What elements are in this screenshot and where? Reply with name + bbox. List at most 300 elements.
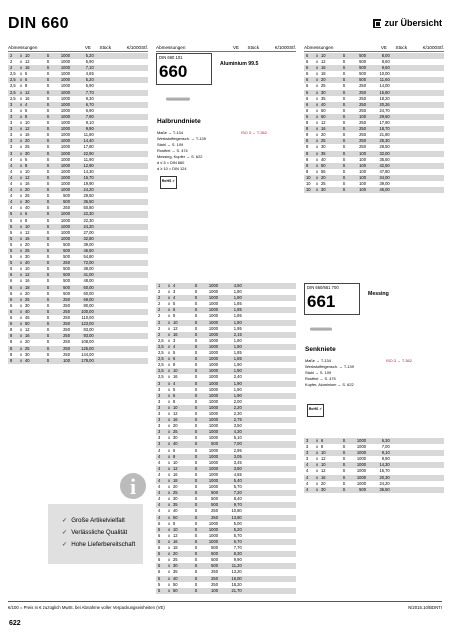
- table-cell: x: [19, 254, 23, 260]
- table-cell: 1000: [208, 471, 218, 477]
- table-cell: S: [342, 101, 346, 107]
- table-cell: 7,70: [233, 545, 244, 551]
- table-cell: S: [194, 557, 198, 563]
- table-cell: 10: [25, 223, 30, 229]
- table-cell: 1000: [60, 168, 70, 174]
- table-cell: x: [315, 450, 319, 456]
- product-din-number: 660: [159, 62, 188, 81]
- table-cell: S: [194, 551, 198, 557]
- table-cell: S: [46, 126, 50, 132]
- table-cell: 100: [359, 174, 366, 180]
- table-cell: x: [19, 248, 23, 253]
- table-cell: S: [194, 337, 198, 343]
- table-cell: 12: [321, 120, 326, 126]
- table-cell: 25: [321, 83, 326, 89]
- table-cell: 10: [25, 120, 30, 126]
- table-cell: 1000: [208, 392, 218, 398]
- table-cell: S: [342, 162, 346, 168]
- table-cell: x: [167, 337, 171, 343]
- table-cell: 100: [359, 156, 366, 162]
- table-cell: 25,30: [379, 138, 392, 144]
- table-cell: 500: [63, 254, 70, 260]
- table-cell: 16: [25, 235, 30, 241]
- table-cell: S: [46, 278, 50, 284]
- table-cell: S: [194, 484, 198, 490]
- spec-item: d ≥ 10 = DIN 124: [157, 166, 187, 171]
- table-cell: 6: [173, 307, 176, 313]
- table-cell: 3: [10, 120, 13, 126]
- table-cell: 1000: [208, 301, 218, 307]
- table-cell: S: [46, 193, 50, 199]
- table-cell: S: [194, 417, 198, 423]
- table-cell: 69,00: [83, 296, 96, 302]
- table-cell: 5,20: [85, 53, 96, 58]
- table-cell: x: [315, 101, 319, 107]
- table-cell: 40: [321, 101, 326, 107]
- table-cell: 40: [173, 575, 178, 581]
- table-cell: x: [19, 211, 23, 217]
- table-cell: x: [19, 278, 23, 284]
- table-cell: 10: [25, 168, 30, 174]
- spec-item: Werkstoffeigensch. → T-139: [305, 364, 354, 369]
- table-cell: S: [194, 356, 198, 362]
- table-cell: S: [46, 162, 50, 168]
- table-cell: S: [46, 180, 50, 186]
- table-cell: 30: [25, 150, 30, 156]
- table-cell: 35,50: [379, 156, 392, 162]
- table-cell: x: [167, 465, 171, 471]
- table-cell: x: [315, 65, 319, 71]
- table-cell: x: [315, 120, 319, 126]
- section-title: Halbrundniete: [157, 118, 201, 125]
- table-cell: 1,80: [233, 319, 244, 325]
- table-cell: S: [342, 71, 346, 77]
- table-cell: 5: [158, 538, 161, 544]
- table-cell: 250: [359, 83, 366, 89]
- table-cell: 3: [306, 438, 309, 443]
- table-cell: 4: [306, 474, 309, 480]
- table-cell: 16: [321, 126, 326, 132]
- price-table-2: [156, 283, 296, 594]
- table-cell: 8: [321, 444, 324, 450]
- table-cell: 4: [306, 462, 309, 468]
- overview-link[interactable]: [373, 18, 442, 28]
- table-cell: x: [315, 438, 319, 443]
- table-cell: 5: [10, 254, 13, 260]
- feature-label: Verlässliche Qualität: [71, 529, 128, 536]
- feature-list: [62, 515, 135, 551]
- table-cell: 16: [25, 132, 30, 138]
- table-cell: x: [19, 290, 23, 296]
- table-cell: 4: [173, 343, 176, 349]
- table-cell: 1000: [60, 180, 70, 186]
- table-cell: 1000: [208, 447, 218, 453]
- table-cell: 30: [173, 435, 178, 441]
- table-cell: x: [19, 65, 23, 71]
- rivet-image: [166, 97, 190, 101]
- table-cell: 4: [306, 480, 309, 486]
- table-cell: 250: [211, 508, 218, 514]
- table-cell: 4,65: [85, 71, 96, 77]
- table-cell: 500: [359, 65, 366, 71]
- table-cell: 100: [359, 187, 366, 193]
- table-cell: 3: [158, 392, 161, 398]
- table-cell: 2: [158, 313, 161, 319]
- table-cell: 5: [173, 386, 176, 392]
- table-cell: 100: [359, 150, 366, 156]
- table-cell: x: [315, 486, 319, 492]
- table-cell: 11,80: [83, 132, 96, 138]
- table-cell: x: [167, 307, 171, 313]
- table-cell: 24,20: [83, 223, 96, 229]
- table-cell: S: [194, 508, 198, 514]
- table-cell: x: [167, 508, 171, 514]
- table-cell: 1,90: [233, 386, 244, 392]
- table-row: [8, 358, 148, 364]
- table-cell: S: [46, 290, 50, 296]
- table-cell: 1000: [208, 368, 218, 374]
- page-number: 622: [9, 620, 21, 627]
- table-row: [304, 487, 444, 493]
- table-cell: S: [342, 474, 346, 480]
- table-cell: S: [194, 587, 198, 593]
- table-cell: 2,5: [10, 77, 16, 83]
- table-cell: 1,95: [233, 325, 244, 331]
- table-cell: S: [194, 313, 198, 319]
- table-cell: 500: [63, 193, 70, 199]
- rivet-image: [310, 327, 332, 331]
- table-cell: x: [315, 187, 319, 193]
- table-cell: S: [46, 120, 50, 126]
- table-cell: 4: [10, 168, 13, 174]
- table-cell: x: [19, 351, 23, 357]
- table-cell: 16: [173, 538, 178, 544]
- table-cell: 100: [359, 113, 366, 119]
- table-cell: 500: [359, 486, 366, 492]
- table-cell: S: [46, 229, 50, 235]
- table-cell: S: [46, 77, 50, 83]
- table-cell: 8,40: [233, 496, 244, 502]
- table-cell: S: [46, 156, 50, 162]
- table-cell: 2,95: [233, 447, 244, 453]
- table-cell: 10: [321, 53, 326, 58]
- table-cell: 80,00: [83, 302, 96, 308]
- table-cell: 1000: [60, 107, 70, 113]
- table-cell: 5,40: [233, 478, 244, 483]
- table-cell: S: [194, 526, 198, 532]
- table-cell: 4: [10, 162, 13, 168]
- table-cell: 35: [173, 502, 178, 508]
- table-cell: x: [19, 144, 23, 150]
- header-ve: VE: [84, 45, 91, 50]
- check-icon: ✓: [62, 529, 68, 536]
- table-cell: 8: [306, 156, 309, 162]
- table-cell: 60: [321, 113, 326, 119]
- table-cell: 1000: [60, 120, 70, 126]
- table-cell: 1000: [208, 325, 218, 331]
- table-cell: x: [19, 83, 23, 89]
- table-row: [304, 187, 444, 193]
- table-cell: 6,70: [85, 101, 96, 107]
- table-cell: 12: [173, 465, 178, 471]
- table-cell: 250: [63, 321, 70, 327]
- table-cell: S: [46, 168, 50, 174]
- table-cell: x: [19, 315, 23, 321]
- table-cell: 500: [211, 557, 218, 563]
- table-cell: 4: [158, 514, 161, 520]
- overview-label: zur Übersicht: [384, 18, 442, 28]
- table-cell: S: [46, 248, 50, 253]
- table-cell: 3: [158, 417, 161, 423]
- table-cell: 1000: [60, 132, 70, 138]
- table-cell: S: [342, 126, 346, 132]
- table-cell: 4: [158, 508, 161, 514]
- table-cell: 6: [10, 308, 13, 314]
- table-cell: 4,65: [233, 471, 244, 477]
- table-cell: x: [167, 514, 171, 520]
- table-cell: x: [167, 404, 171, 410]
- table-cell: x: [19, 162, 23, 168]
- table-cell: 9,10: [85, 120, 96, 126]
- table-cell: S: [194, 331, 198, 337]
- table-cell: 60,00: [83, 290, 96, 296]
- table-cell: S: [46, 217, 50, 223]
- section-title: Senkniete: [305, 346, 336, 353]
- table-cell: x: [315, 480, 319, 486]
- table-cell: 1000: [60, 217, 70, 223]
- table-cell: 1000: [60, 126, 70, 132]
- table-cell: 500: [211, 545, 218, 551]
- table-cell: x: [19, 241, 23, 247]
- table-cell: x: [315, 468, 319, 474]
- table-cell: 3: [173, 337, 176, 343]
- table-cell: x: [315, 162, 319, 168]
- table-cell: 16: [321, 474, 326, 480]
- table-cell: 18,20: [379, 95, 392, 101]
- table-cell: S: [194, 319, 198, 325]
- table-cell: x: [19, 138, 23, 144]
- table-cell: 6: [321, 438, 324, 443]
- table-cell: 250: [63, 339, 70, 345]
- table-cell: 12,90: [83, 162, 96, 168]
- table-cell: 8,60: [381, 59, 392, 65]
- table-cell: S: [46, 241, 50, 247]
- table-cell: x: [19, 150, 23, 156]
- table-cell: S: [194, 490, 198, 496]
- table-cell: 5,20: [85, 77, 96, 83]
- table-cell: x: [19, 235, 23, 241]
- table-cell: 100,00: [81, 308, 96, 314]
- table-cell: 30: [173, 563, 178, 569]
- table-cell: 14,00: [379, 83, 392, 89]
- table-cell: 144,00: [81, 351, 96, 357]
- table-cell: 5,20: [233, 526, 244, 532]
- table-cell: 500: [211, 563, 218, 569]
- table-cell: 24,20: [379, 480, 392, 486]
- table-cell: 4: [173, 380, 176, 386]
- table-cell: 12: [173, 532, 178, 538]
- table-cell: S: [46, 71, 50, 77]
- table-cell: 20: [25, 290, 30, 296]
- table-cell: x: [315, 462, 319, 468]
- table-cell: 5: [158, 551, 161, 557]
- table-cell: 38,00: [83, 266, 96, 272]
- table-cell: 10: [173, 319, 178, 325]
- table-cell: 8: [10, 357, 13, 363]
- table-cell: 5: [10, 248, 13, 253]
- table-cell: 100: [63, 357, 70, 363]
- table-cell: S: [342, 132, 346, 138]
- table-cell: 20: [25, 138, 30, 144]
- table-cell: 3: [10, 144, 13, 150]
- table-cell: 5: [10, 211, 13, 217]
- table-cell: 40: [25, 260, 30, 266]
- table-cell: 12: [25, 126, 30, 132]
- table-cell: 6: [306, 107, 309, 113]
- table-cell: x: [19, 120, 23, 126]
- table-cell: x: [19, 174, 23, 180]
- feature-item: [62, 539, 135, 551]
- table-cell: S: [46, 187, 50, 193]
- table-cell: 6,70: [233, 538, 244, 544]
- spec-item: Stahl → S. 109: [305, 370, 332, 375]
- table-cell: x: [167, 587, 171, 593]
- table-cell: 2: [10, 59, 13, 65]
- table-cell: 5: [10, 223, 13, 229]
- table-cell: 5,70: [233, 484, 244, 490]
- table-cell: 1000: [356, 450, 366, 456]
- header-dims: Abmessungen: [304, 45, 334, 50]
- table-cell: S: [342, 462, 346, 468]
- table-cell: S: [46, 284, 50, 290]
- table-cell: S: [194, 283, 198, 288]
- header-price: €/1000Stf.: [127, 45, 148, 50]
- spec-item: Messing, Kupfer → S. 622: [157, 154, 203, 159]
- table-cell: 12: [25, 272, 30, 278]
- table-cell: 123,00: [81, 321, 96, 327]
- table-cell: 3: [158, 380, 161, 386]
- table-cell: 4: [158, 453, 161, 459]
- table-cell: 2: [158, 307, 161, 313]
- table-cell: 500: [63, 290, 70, 296]
- table-cell: 1000: [60, 59, 70, 65]
- table-cell: 6: [10, 284, 13, 290]
- table-cell: 6: [306, 71, 309, 77]
- table-cell: x: [19, 302, 23, 308]
- table-cell: 18: [173, 545, 178, 551]
- spec-list: [157, 130, 206, 172]
- table-cell: 250: [63, 327, 70, 333]
- table-cell: 2,5: [10, 83, 16, 89]
- header-ve: VE: [380, 45, 387, 50]
- table-cell: 1,80: [233, 337, 244, 343]
- table-cell: x: [315, 474, 319, 480]
- table-cell: 4: [158, 484, 161, 490]
- table-cell: 30: [321, 89, 326, 95]
- table-cell: x: [167, 343, 171, 349]
- table-cell: 25: [321, 180, 326, 186]
- table-cell: 34,00: [379, 174, 392, 180]
- table-cell: 1000: [60, 83, 70, 89]
- table-cell: 500: [63, 248, 70, 253]
- table-cell: 1,90: [233, 362, 244, 368]
- table-cell: 11,90: [83, 156, 96, 162]
- table-cell: 12: [321, 456, 326, 462]
- table-cell: 2,5: [10, 89, 16, 95]
- table-cell: 4: [10, 180, 13, 186]
- table-cell: 8: [306, 132, 309, 138]
- table-cell: 8: [25, 113, 28, 119]
- table-cell: x: [167, 392, 171, 398]
- table-cell: 3,80: [233, 465, 244, 471]
- table-cell: 36,50: [83, 199, 96, 205]
- table-cell: 6: [10, 315, 13, 321]
- table-cell: 18,70: [379, 126, 392, 132]
- table-cell: S: [46, 174, 50, 180]
- table-cell: 20: [321, 77, 326, 83]
- table-cell: x: [315, 71, 319, 77]
- table-cell: S: [194, 538, 198, 544]
- table-cell: 3: [158, 386, 161, 392]
- table-cell: 250: [211, 514, 218, 520]
- table-cell: S: [46, 59, 50, 65]
- table-cell: S: [46, 138, 50, 144]
- table-cell: x: [167, 362, 171, 368]
- table-cell: 5: [158, 532, 161, 538]
- table-cell: 1,80: [233, 289, 244, 295]
- table-cell: x: [167, 301, 171, 307]
- table-cell: x: [315, 53, 319, 58]
- table-cell: 1000: [60, 211, 70, 217]
- table-cell: 1000: [356, 456, 366, 462]
- table-cell: 1,90: [233, 380, 244, 386]
- table-cell: 8: [25, 83, 28, 89]
- product-material: Aluminium 99.5: [220, 61, 259, 67]
- table-cell: S: [342, 450, 346, 456]
- table-cell: 1000: [60, 138, 70, 144]
- page-title: DIN 660: [8, 15, 69, 32]
- table-cell: 4: [10, 193, 13, 199]
- table-cell: x: [167, 350, 171, 356]
- table-cell: 16,00: [231, 575, 244, 581]
- table-cell: 40: [25, 205, 30, 211]
- table-cell: 1000: [208, 538, 218, 544]
- table-cell: 2,5: [158, 362, 164, 368]
- table-cell: S: [194, 514, 198, 520]
- price-table-3: [304, 53, 444, 193]
- table-cell: 4: [10, 205, 13, 211]
- table-cell: 16: [25, 278, 30, 284]
- table-cell: 1000: [208, 343, 218, 349]
- table-cell: S: [46, 315, 50, 321]
- spec-item: Kupfer, Aluminium → S. 622: [305, 382, 354, 387]
- table-cell: 250: [211, 569, 218, 575]
- table-cell: S: [194, 301, 198, 307]
- table-cell: 21,70: [231, 587, 244, 593]
- table-cell: 18: [173, 478, 178, 483]
- table-cell: x: [19, 333, 23, 339]
- table-cell: S: [342, 174, 346, 180]
- spec-item: Werkstoffeigensch. → T-139: [157, 136, 206, 141]
- table-cell: 3: [158, 441, 161, 447]
- table-cell: S: [194, 410, 198, 416]
- table-cell: 2,15: [233, 331, 244, 337]
- table-cell: 1000: [356, 462, 366, 468]
- table-cell: 15,80: [379, 89, 392, 95]
- table-cell: 20: [321, 480, 326, 486]
- table-cell: 48,00: [83, 278, 96, 284]
- table-cell: 500: [211, 502, 218, 508]
